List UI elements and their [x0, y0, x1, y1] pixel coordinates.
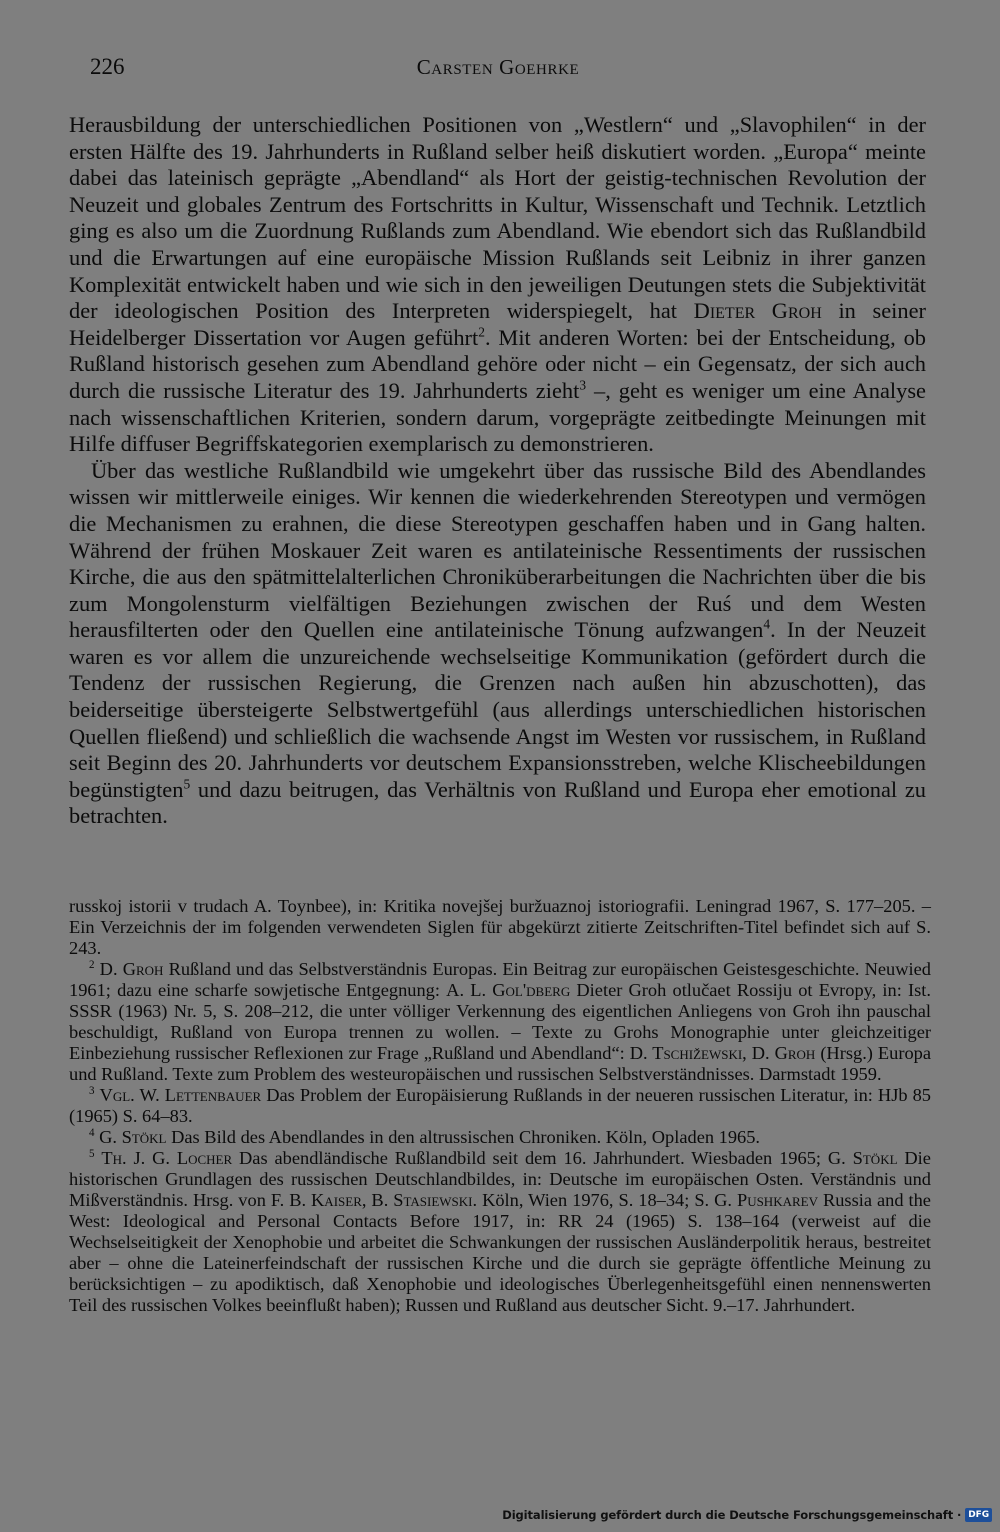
footnote-ref: 4 — [763, 616, 771, 632]
footnote-ref: 2 — [478, 324, 485, 340]
footnote-3: $^3$ Vgl. W. Lettenbauer Das Problem der Europäisierung Rußlands in der neueren russischen Literatur, in: HJb 85 (1965) S. 64–83. — [69, 1084, 931, 1126]
footnote-continuation: russkoj istorii v trudach A. Toynbee), in: Kritika novejšej buržuaznoj istoriografii. Leningrad 1967, S. 177–205. – Ein Verzeichnis der im folgenden verwendeten Siglen für abgekürzt zitierte Zeitschriften-Titel befindet sich auf S. 243. — [69, 896, 931, 958]
dfg-logo-icon: DFG — [965, 1508, 992, 1522]
digitization-footer — [502, 1506, 992, 1524]
page-header — [70, 52, 926, 86]
footnote-2: $^2$ D. Groh Rußland und das Selbstverständnis Europas. Ein Beitrag zur europäischen Geistesgeschichte. Neuwied 1961; dazu eine scharfe sowjetische Entgegnung: A. L. Gol'dberg Dieter Groh otlučaet Rossiju ot Evropy, in: Ist. SSSR (1963) Nr. 5, S. 208–212, die unter völliger Verkennung des eigentlichen Anliegens von Groh ihn pauschal beschuldigt, Rußland von Europa trennen zu wollen. – Texte zu Grohs Monographie unter gleichzeitiger Einbeziehung russischer Reflexionen zur Frage „Rußland und Abendland“: D. Tschižewski, D. Groh (Hrsg.) Europa und Rußland. Texte zum Problem des westeuropäischen und russischen Selbstverständnisses. Darmstadt 1959. — [69, 958, 932, 1084]
page-number: 226 — [90, 54, 125, 79]
paragraph-2: Über das westliche Rußlandbild wie umgekehrt über das russische Bild des Abendlandes wissen wir mittlerweile einiges. Wir kennen die wiederkehrenden Stereotypen und vermögen die Mechanismen zu erahnen, die diese Stereotypen geschaffen haben und in Gang halten. Während der frühen Moskauer Zeit waren es antilateinische Ressentiments der russischen Kirche, die aus den spätmittelalterlichen Chroniküberarbeitungen die Nachrichten über die bis zum Mongolensturm vielfältigen Beziehungen zwischen der Ruś und dem Westen herausfilterten oder den Quellen eine antilateinische Tönung aufzwangen$^4$. In der Neuzeit waren es vor allem die unzureichende wechselseitige Kommunikation (gefördert durch die Tendenz der russischen Regierung, die Grenzen nach außen hin abzuschotten), das beiderseitige übersteigerte Selbstwertgefühl (aus allerdings unterschiedlichen historischen Quellen fließend) und schließlich die wachsende Angst im Westen vor russischem, in Rußland seit Beginn des 20. Jahrhunderts vor deutschem Expansionsstreben, welche Klischeebildungen begünstigten$^5$ und dazu beitrugen, das Verhältnis von Rußland und Europa eher emotional zu betrachten. — [69, 457, 926, 829]
author-name: Dieter Groh — [693, 298, 822, 324]
footnote-4: $^4$ G. Stökl Das Bild des Abendlandes in den altrussischen Chroniken. Köln, Opladen 1965. — [89, 1126, 761, 1147]
footer-text: Digitalisierung gefördert durch die Deutsche Forschungsgemeinschaft · — [502, 1508, 962, 1522]
paragraph-1: Herausbildung der unterschiedlichen Positionen von „Westlern“ und „Slavophilen“ in der ersten Hälfte des 19. Jahrhunderts in Rußland selber heiß diskutiert worden. „Europa“ meinte dabei das lateinisch geprägte „Abendland“ als Hort der geistig-technischen Revolution der Neuzeit und globales Zentrum des Fortschritts in Kultur, Wissenschaft und Technik. Letztlich ging es also um die Zuordnung Rußlands zum Abendland. Wie ebendort sich das Rußlandbild und die Erwartungen auf eine europäische Mission Rußlands seit Leibniz in ihrer ganzen Komplexität entwickelt haben und wie sich in den jeweiligen Deutungen stets die Subjektivität der ideologischen Position des Interpreten widerspiegelt, hat Dieter Groh in seiner Heidelberger Dissertation vor Augen geführt$^2$. Mit anderen Worten: bei der Entscheidung, ob Rußland historisch gesehen zum Abendland gehöre oder nicht – ein Gegensatz, der sich auch durch die russische Literatur des 19. Jahrhunderts zieht$^3$ –, geht es weniger um eine Analyse nach wissenschaftlichen Kriterien, sondern darum, vorgeprägte zeitbedingte Meinungen mit Hilfe diffuser Begriffskategorien exemplarisch zu demonstrieren. — [69, 112, 926, 457]
footnote-5: $^5$ Th. J. G. Locher Das abendländische Rußlandbild seit dem 16. Jahrhundert. Wiesbaden 1965; G. Stökl Die historischen Grundlagen des russischen Deutschlandbildes, in: Deutsche im europäischen Osten. Verständnis und Mißverständnis. Hrsg. von F. B. Kaiser, B. Stasiewski. Köln, Wien 1976, S. 18–34; S. G. Pushkarev Russia and the West: Ideological and Personal Contacts Before 1917, in: RR 24 (1965) S. 138–164 (verweist auf die Wechselseitigkeit der Xenophobie und arbeitet die Schwankungen der russischen Ausländerpolitik heraus, bestreitet aber – ohne die Lateinerfeindschaft der russischen Kirche und die durch sie geprägte öffentliche Meinung zu berücksichtigen – zu apodiktisch, daß Xenophobie und ideologisches Überlegenheitsgefühl einen nennenswerten Teil des russischen Volkes beeinflußt haben); Russen und Rußland aus deutscher Sicht. 9.–17. Jahrhundert. — [69, 1147, 931, 1315]
footnotes — [69, 896, 931, 1316]
body-text — [69, 112, 926, 830]
footnote-ref: 5 — [183, 776, 191, 792]
running-head: Carsten Goehrke — [416, 55, 580, 79]
footnote-ref: 3 — [579, 377, 587, 393]
